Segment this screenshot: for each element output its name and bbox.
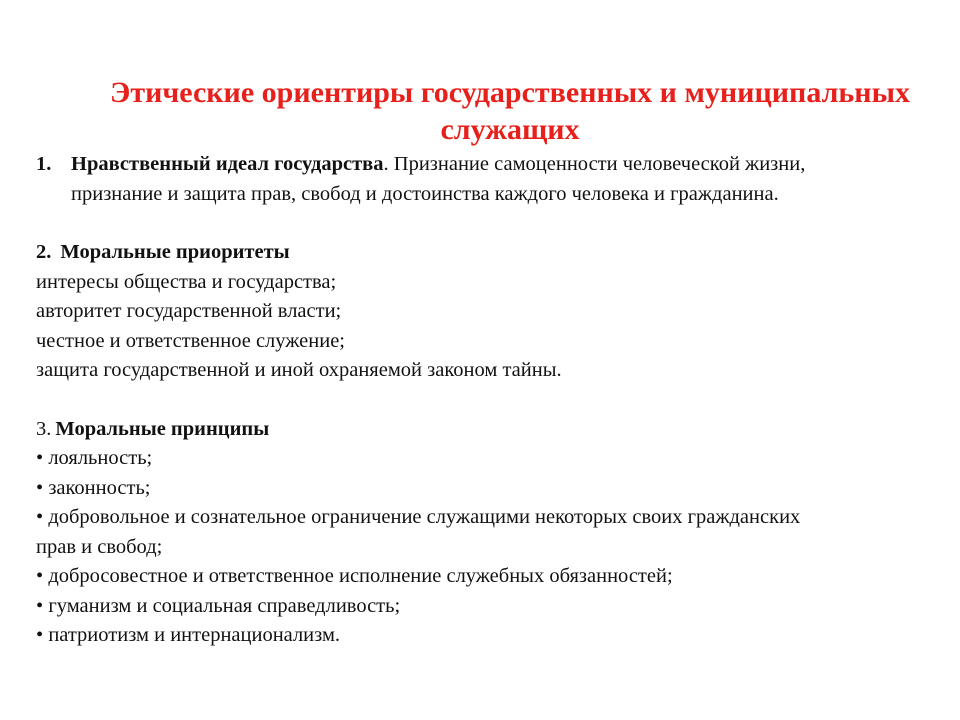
- bullet-icon: •: [36, 506, 44, 528]
- slide-title-line-2: служащих: [440, 113, 580, 146]
- section-3-item-text: добровольное и сознательное ограничение служащими некоторых своих гражданских: [48, 506, 801, 528]
- section-3-header: [36, 415, 946, 445]
- bullet-icon: •: [36, 476, 44, 499]
- section-3-number: 3.: [36, 417, 52, 440]
- slide-content: [36, 150, 946, 651]
- bullet-icon: •: [36, 594, 44, 617]
- spacer: [36, 209, 946, 238]
- section-3-item: [36, 621, 946, 651]
- section-2-item: защита государственной и иной охраняемой законом тайны.: [36, 359, 562, 381]
- section-1-number: 1.: [36, 153, 52, 175]
- section-3-item-text: патриотизм и интернационализм.: [48, 624, 341, 646]
- section-2-item: интересы общества и государства;: [36, 270, 337, 293]
- section-3-item: [36, 592, 946, 622]
- section-1: [36, 150, 946, 209]
- bullet-icon: •: [36, 624, 44, 646]
- section-3-item-text: законность;: [48, 476, 151, 499]
- section-1-text-1: . Признание самоценности человеческой жизни,: [383, 153, 806, 175]
- section-3-heading: Моральные принципы: [55, 417, 270, 440]
- section-2-number: 2.: [36, 241, 52, 263]
- section-3-item: [36, 444, 946, 474]
- section-3-item-continuation: прав и свобод;: [36, 535, 163, 558]
- section-3-item: [36, 474, 946, 504]
- section-1-heading: Нравственный идеал государства: [71, 153, 384, 175]
- slide-title: [60, 74, 960, 148]
- section-3-item-text: лояльность;: [48, 447, 153, 469]
- spacer: [36, 386, 946, 415]
- section-3: [36, 415, 946, 651]
- section-3-item-text: гуманизм и социальная справедливость;: [48, 594, 401, 617]
- section-3-item-text: добросовестное и ответственное исполнение служебных обязанностей;: [48, 565, 673, 587]
- section-2-header: [36, 238, 946, 268]
- section-3-item: [36, 562, 946, 592]
- bullet-icon: •: [36, 565, 44, 587]
- section-1-line-1: [71, 150, 946, 180]
- slide-title-line-1: Этические ориентиры государственных и муниципальных: [109, 76, 910, 109]
- section-1-text-2: признание и защита прав, свобод и достоинства каждого человека и гражданина.: [71, 182, 779, 205]
- bullet-icon: •: [36, 447, 44, 469]
- section-2-item: авторитет государственной власти;: [36, 300, 342, 322]
- section-3-item: [36, 503, 946, 533]
- section-2-heading: Моральные приоритеты: [60, 241, 290, 263]
- section-2: [36, 238, 946, 386]
- section-2-item: честное и ответственное служение;: [36, 329, 345, 352]
